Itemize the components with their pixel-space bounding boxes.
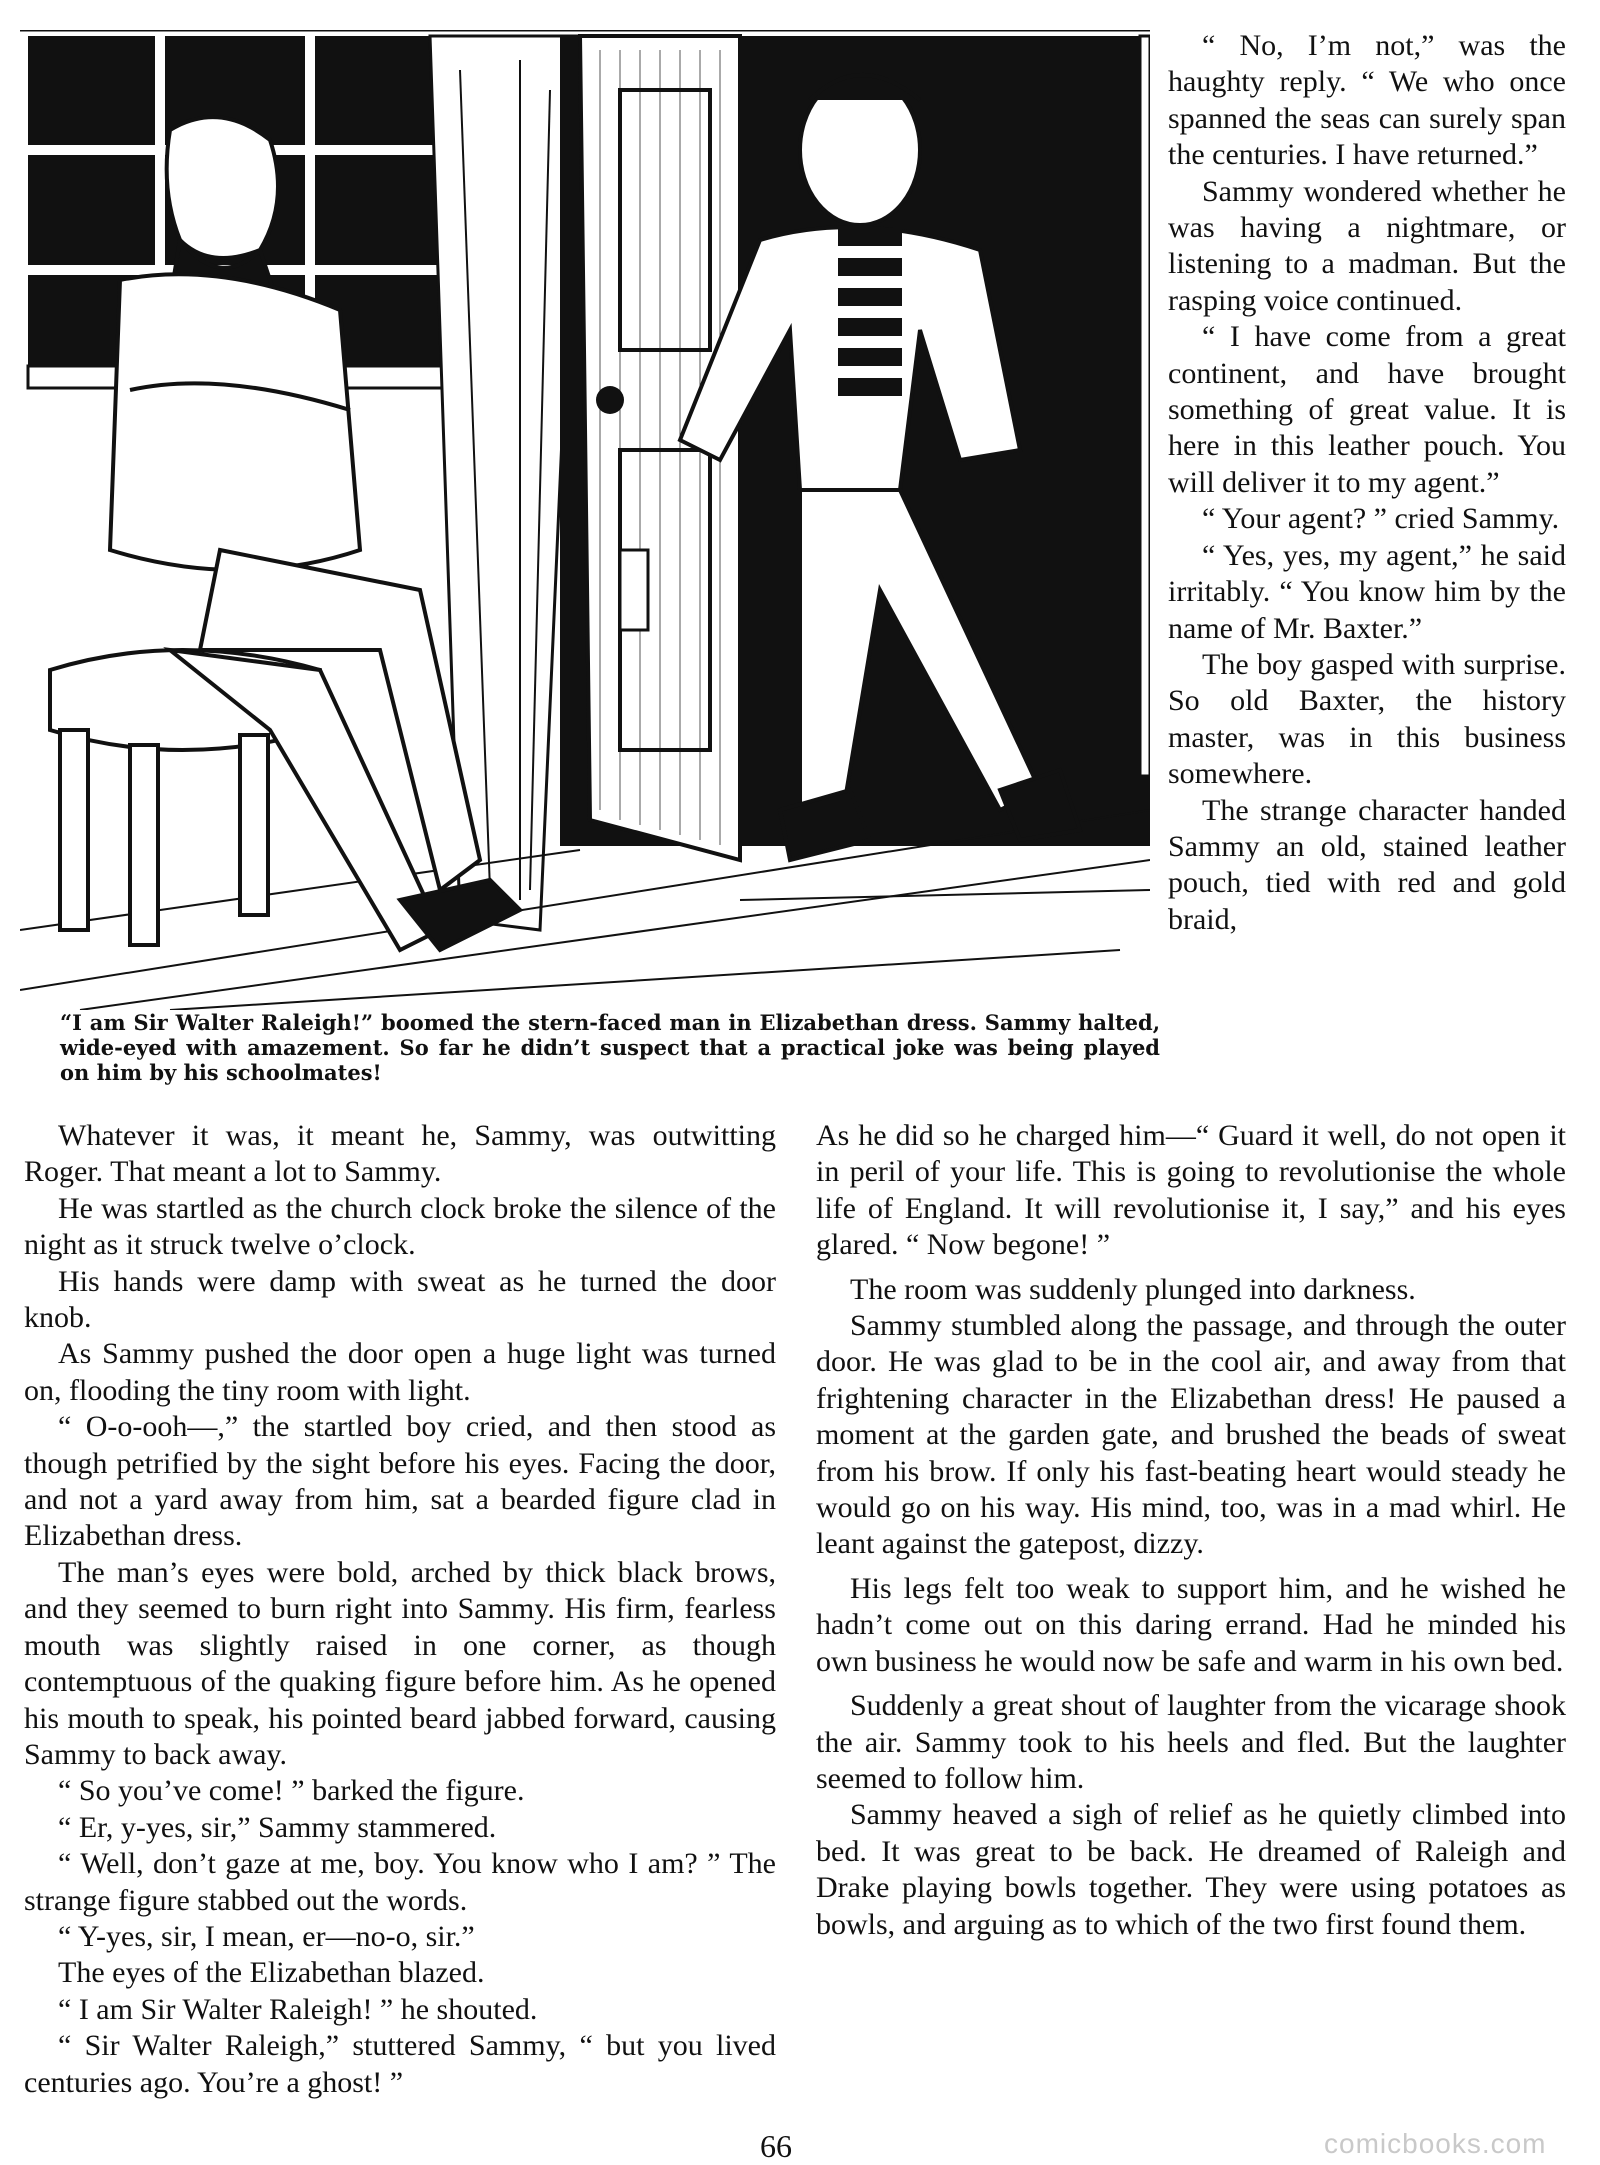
- illustration: [20, 30, 1150, 1010]
- page-number: 66: [760, 2128, 792, 2164]
- paragraph: The eyes of the Elizabethan blazed.: [58, 1956, 485, 1990]
- paragraph: “ No, I’m not,” was the haughty reply. “ We who once spanned the seas can surely span the centuries. I have returned.”: [1168, 29, 1566, 172]
- door-knob: [596, 386, 624, 414]
- paragraph: Whatever it was, it meant he, Sammy, was outwitting Roger. That meant a lot to Sammy.: [24, 1119, 776, 1189]
- paragraph: The room was suddenly plunged into darkness.: [850, 1272, 1416, 1306]
- right-top-column: [1168, 28, 1566, 938]
- paragraph: As Sammy pushed the door open a huge light was turned on, flooding the tiny room with light.: [24, 1337, 776, 1407]
- paragraph: “ I have come from a great continent, and have brought something of great value. It is here in this leather pouch. You will deliver it to my agent.”: [1168, 320, 1566, 499]
- paragraph: “ I am Sir Walter Raleigh! ” he shouted.: [58, 1992, 538, 2026]
- paragraph: Sammy heaved a sigh of relief as he quietly climbed into bed. It was great to be back. He dreamed of Raleigh and Drake playing bowls together. They were using potatoes as bowls, and arguing as to which of the two first found them.: [816, 1798, 1566, 1941]
- paragraph: His legs felt too weak to support him, and he wished he hadn’t come out on this daring errand. Had he minded his own business he would now be safe and warm in his own bed.: [816, 1571, 1566, 1678]
- paragraph: “ Sir Walter Raleigh,” stuttered Sammy, “ but you lived centuries ago. You’re a ghost! ”: [24, 2029, 776, 2099]
- paragraph: He was startled as the church clock broke the silence of the night as it struck twelve o’clock.: [24, 1191, 776, 1262]
- paragraph: “ Er, y-yes, sir,” Sammy stammered.: [58, 1810, 497, 1844]
- paragraph: The strange character handed Sammy an old, stained leather pouch, tied with red and gold braid,: [1168, 793, 1566, 936]
- paragraph: Sammy stumbled along the passage, and through the outer door. He was glad to be in the cool air, and away from that frightening character in the Elizabethan dress! He paused a moment at the garden gate, and brushed the beads of sweat from his brow. If only his fast-beating heart would steady he would go on his way. His mind, too, was in a mad whirl. He leant against the gatepost, dizzy.: [816, 1309, 1566, 1561]
- illustration-caption: [60, 1010, 1160, 1085]
- paragraph: The boy gasped with surprise. So old Baxter, the history master, was in this business somewhere.: [1168, 647, 1566, 791]
- watermark: comicbooks.com: [1324, 2128, 1547, 2159]
- paragraph: “ So you’ve come! ” barked the figure.: [58, 1774, 525, 1808]
- right-column: [816, 1118, 1566, 1943]
- paragraph: His hands were damp with sweat as he turned the door knob.: [24, 1264, 776, 1335]
- paragraph: The man’s eyes were bold, arched by thick black brows, and they seemed to burn right into Sammy. His firm, fearless mouth was slightly raised in one corner, as though contemptuous of the quaking figure before him. As he opened his mouth to speak, his pointed beard jabbed forward, causing Sammy to back away.: [24, 1555, 776, 1771]
- paragraph: “ Well, don’t gaze at me, boy. You know who I am? ” The strange figure stabbed out the words.: [24, 1847, 776, 1917]
- paragraph: Sammy wondered whether he was having a nightmare, or listening to a madman. But the rasping voice continued.: [1168, 174, 1566, 317]
- paragraph: Suddenly a great shout of laughter from the vicarage shook the air. Sammy took to his heels and fled. But the laughter seemed to follow him.: [816, 1689, 1566, 1795]
- paragraph: “ Yes, yes, my agent,” he said irritably. “ You know him by the name of Mr. Baxter.”: [1168, 538, 1566, 645]
- paragraph: “ O-o-ooh—,” the startled boy cried, and then stood as though petrified by the sight before his eyes. Facing the door, and not a yard away from him, sat a bearded figure clad in Elizabethan dress.: [24, 1410, 776, 1553]
- paragraph: As he did so he charged him—“ Guard it well, do not open it in peril of your life. This is going to revolutionise the whole life of England. It will revolutionise it, I say,” and his eyes glared. “ Now begone! ”: [816, 1119, 1566, 1262]
- left-column: [24, 1118, 776, 2101]
- door-bolt: [620, 550, 648, 630]
- paragraph: “ Y-yes, sir, I mean, er—no-o, sir.”: [58, 1919, 475, 1953]
- paragraph: “ Your agent? ” cried Sammy.: [1202, 502, 1560, 536]
- caption-text: “I am Sir Walter Raleigh!” boomed the stern-faced man in Elizabethan dress. Sammy halted, wide-eyed with amazement. So far he didn’t suspect that a practical joke was being played on him by his schoolmates!: [60, 1010, 1160, 1085]
